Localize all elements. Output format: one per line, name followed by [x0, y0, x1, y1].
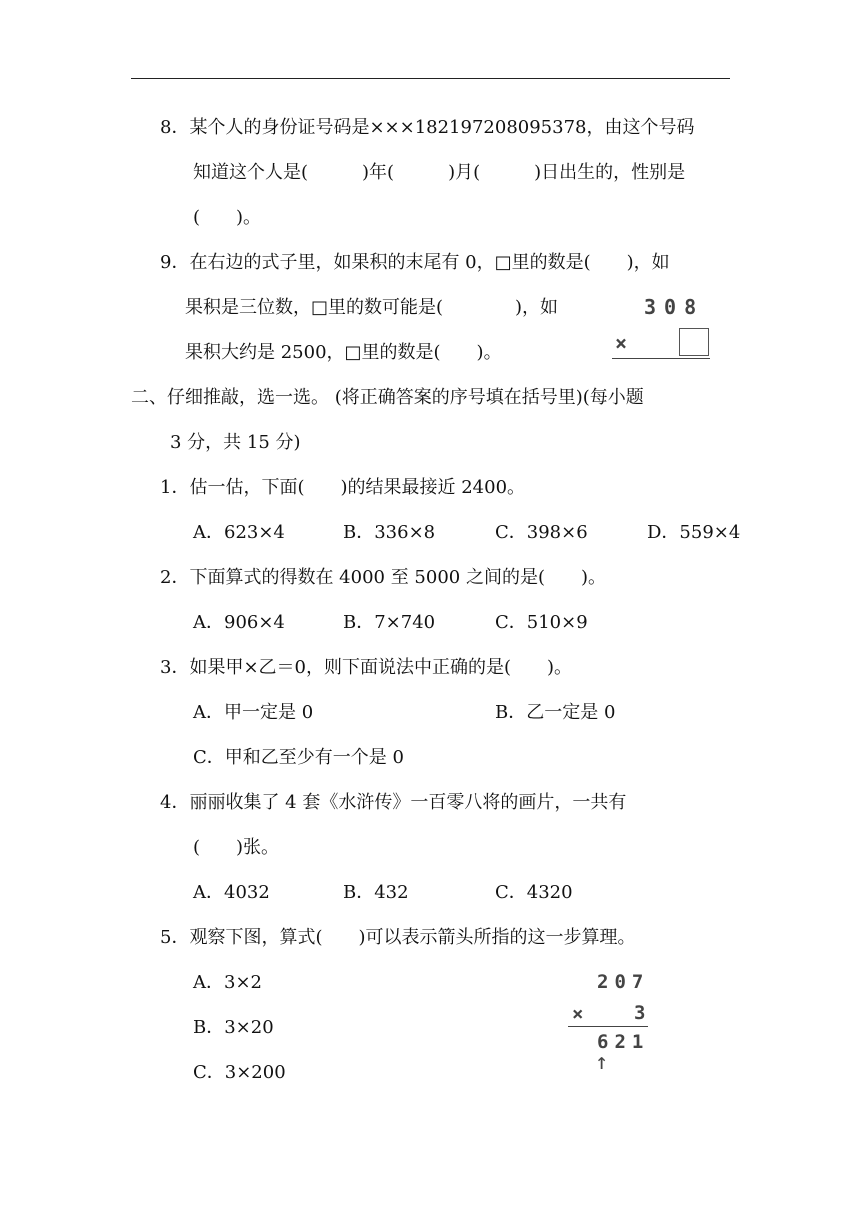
- p4-option-a: A．4032: [193, 882, 270, 903]
- p2-option-c: C．510×9: [495, 612, 588, 633]
- p4-stem-line-2: ( )张。: [193, 837, 280, 858]
- q9-times-sign: ×: [615, 331, 628, 355]
- p2-option-b: B．7×740: [343, 612, 436, 633]
- p1-option-c: C．398×6: [495, 522, 588, 543]
- p5-option-c: C．3×200: [193, 1062, 286, 1083]
- section-2-heading-cont: 3 分，共 15 分): [170, 432, 301, 453]
- q9-blank-box: [679, 328, 709, 356]
- header-rule: [131, 78, 730, 79]
- p5-option-a: A．3×2: [193, 972, 262, 993]
- section-2-heading: 二、仔细推敲，选一选。 (将正确答案的序号填在括号里)(每小题: [131, 387, 644, 408]
- p1-option-b: B．336×8: [343, 522, 436, 543]
- q8-line-2: 知道这个人是( )年( )月( )日出生的，性别是: [193, 162, 686, 183]
- p3-option-a: A．甲一定是 0: [193, 702, 314, 723]
- arrow-up-icon: ↑: [595, 1050, 609, 1075]
- q9-line-1: 9．在右边的式子里，如果积的末尾有 0，□里的数是( )，如: [160, 252, 670, 273]
- p2-stem: 2．下面算式的得数在 4000 至 5000 之间的是( )。: [160, 567, 606, 588]
- p3-option-b: B．乙一定是 0: [495, 702, 616, 723]
- q8-line-1: 8．某个人的身份证号码是×××182197208095378，由这个号码: [160, 117, 695, 138]
- q9-line-2: 果积是三位数，□里的数可能是( )，如: [185, 297, 559, 318]
- p5-option-b: B．3×20: [193, 1017, 274, 1038]
- p5-calc-rule: [568, 1026, 648, 1027]
- p5-product: 621: [597, 1031, 650, 1053]
- p5-times-sign: ×: [572, 1003, 584, 1025]
- q9-multiplicand: 308: [644, 295, 705, 319]
- p5-multiplier: 3: [634, 1002, 646, 1024]
- p3-stem: 3．如果甲×乙＝0，则下面说法中正确的是( )。: [160, 657, 573, 678]
- p1-option-d: D．559×4: [647, 522, 741, 543]
- q9-line-3: 果积大约是 2500，□里的数是( )。: [185, 342, 502, 363]
- q8-line-3: ( )。: [193, 207, 262, 228]
- p1-option-a: A．623×4: [193, 522, 285, 543]
- q9-calc-rule: [612, 358, 710, 359]
- p2-option-a: A．906×4: [193, 612, 285, 633]
- p3-option-c: C．甲和乙至少有一个是 0: [193, 747, 404, 768]
- p5-stem: 5．观察下图，算式( )可以表示箭头所指的这一步算理。: [160, 927, 636, 948]
- p1-stem: 1．估一估，下面( )的结果最接近 2400。: [160, 477, 526, 498]
- p4-option-c: C．4320: [495, 882, 573, 903]
- p4-option-b: B．432: [343, 882, 409, 903]
- p4-stem-line-1: 4．丽丽收集了 4 套《水浒传》一百零八将的画片，一共有: [160, 792, 627, 813]
- p5-multiplicand: 207: [597, 971, 650, 993]
